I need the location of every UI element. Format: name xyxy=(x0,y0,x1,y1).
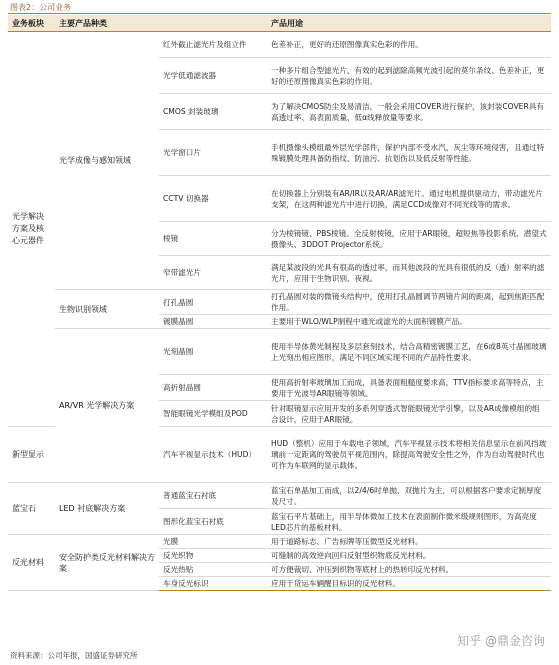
use-cell: 色差补正，更好的还原图像真实色彩的作用。 xyxy=(267,32,551,58)
table-row xyxy=(8,483,551,509)
product-cell: CMOS 封装玻璃 xyxy=(159,94,267,130)
use-cell: 蓝宝石单晶加工而成，以2/4/6吋单抛、双抛片为主，可以根据客户要求定制厚度及尺寸。 xyxy=(267,483,551,509)
product-cell: 窄带滤光片 xyxy=(159,256,267,290)
product-cell: 棱镜 xyxy=(159,222,267,256)
product-cell: 普通蓝宝石衬底 xyxy=(159,483,267,509)
category-cell: LED 衬底解决方案 xyxy=(55,483,159,535)
header-blank xyxy=(159,15,267,32)
use-cell: 为了解决CMOS防尘及易清洁，一般会采用COVER进行保护，该封装COVER具有高透过率、高表面质量、低α线释放量等要求。 xyxy=(267,94,551,130)
segment-cell: 光学解决方案及核心元器件 xyxy=(8,32,55,427)
figure-title: 图表2：公司业务 xyxy=(10,3,72,12)
product-cell: 车身反光标识 xyxy=(159,577,267,591)
table-row xyxy=(8,290,551,315)
use-cell: 蓝宝石平片基础上，用半导体微加工技术在表面制作微米级规则图形，为高亮度LED芯片的基板材料。 xyxy=(267,509,551,535)
use-cell: 用于道路标志、广告标牌等压微型反光材料。 xyxy=(267,535,551,549)
category-cell: AR/VR 光学解决方案 xyxy=(55,329,159,483)
use-cell: 可方便裁切、冲压到织物等底材上的热转印反光材料。 xyxy=(267,563,551,577)
use-cell: 针对眼镜显示应用开发的多系列穿透式智能眼镜光学引擎，以及AR成像模组的组合设计，应用于AR眼镜。 xyxy=(267,401,551,427)
product-cell: 高折射晶圆 xyxy=(159,375,267,401)
use-cell: 主要用于WLO/WLP制程中通光或滤光的大面积镀膜产品。 xyxy=(267,315,551,329)
use-cell: 手机摄像头模组最外层光学部件，保护内部不受水汽、灰尘等环境侵害，且通过特殊镀膜处理具备防指纹、防油污、抗划伤以及低反射等性能。 xyxy=(267,130,551,176)
product-cell: 打孔晶圆 xyxy=(159,290,267,315)
segment-cell: 蓝宝石 xyxy=(8,483,55,535)
product-cell: 镀膜晶圆 xyxy=(159,315,267,329)
use-cell: 可缝制的高效逆向回归反射型织物底反光材料。 xyxy=(267,549,551,563)
product-cell: 智能眼镜光学模组及POD xyxy=(159,401,267,427)
table-row xyxy=(8,32,551,58)
header-product-category: 主要产品种类 xyxy=(55,15,159,32)
product-cell: 红外截止滤光片及组立件 xyxy=(159,32,267,58)
product-cell: 反光织物 xyxy=(159,549,267,563)
table-row xyxy=(8,535,551,549)
use-cell: 满足某波段的光具有很高的透过率，而其他波段的光具有很低的反（透）射率的滤光片，应用于生物识别、夜视。 xyxy=(267,256,551,290)
category-cell: 光学成像与感知领域 xyxy=(55,32,159,290)
product-cell: 汽车平视显示技术（HUD） xyxy=(159,427,267,483)
top-rule xyxy=(8,13,551,14)
header-segment: 业务板块 xyxy=(8,15,55,32)
business-table xyxy=(8,15,551,591)
use-cell: 在切换器上分别装有AR/IR以及AR/AR滤光片。通过电机提供驱动力，带动滤光片支架，在这两种滤光片中进行切换，满足CCD成像对不同光线等的需求。 xyxy=(267,176,551,222)
watermark: 知乎 @鼎金咨询 xyxy=(457,634,545,648)
product-cell: 光膜 xyxy=(159,535,267,549)
product-cell: CCTV 切换器 xyxy=(159,176,267,222)
product-cell: 光刻晶圆 xyxy=(159,329,267,375)
use-cell: 使用半导体黄光制程及多层套刻技术，结合高精密镀膜工艺，在6或8英寸晶圆玻璃上光刻出相应图形，满足不同区域实现不同的产品特性要求。 xyxy=(267,329,551,375)
use-cell: 打孔晶圆对装的微镜头结构中，使用打孔晶圆调节两镜片间的距离，起到焦距匹配作用。 xyxy=(267,290,551,315)
source-note: 资料来源：公司年报，国盛证券研究所 xyxy=(10,651,138,660)
segment-cell: 反光材料 xyxy=(8,535,55,591)
product-cell: 图形化蓝宝石衬底 xyxy=(159,509,267,535)
segment-cell: 新型显示 xyxy=(8,427,55,483)
use-cell: 分为棱镜镜、PBS棱镜、全反射棱镜，应用于AR眼镜，超短焦等投影系统、潜望式摄像头、3DDOT Projector系统。 xyxy=(267,222,551,256)
use-cell: 一种多片组合型滤光片，有效的起到滤除高频光波引起的莫尔条纹、色差补正，更好的还原图像真实色彩的作用。 xyxy=(267,58,551,94)
product-cell: 反光热贴 xyxy=(159,563,267,577)
table-row xyxy=(8,329,551,375)
category-cell: 生物识别领域 xyxy=(55,290,159,329)
use-cell: HUD（整机）应用于车载电子领域，汽车平视显示技术将相关信息显示在前风挡玻璃前一定距离的驾驶员平视范围内，除提高驾驶安全性之外，作为自动驾驶时代也可作为车联网的显示载体。 xyxy=(267,427,551,483)
category-cell: 安全防护类反光材料解决方案 xyxy=(55,535,159,591)
product-cell: 光学低通滤波器 xyxy=(159,58,267,94)
use-cell: 应用于货运车辆醒目标识的反光材料。 xyxy=(267,577,551,591)
table-header-row xyxy=(8,15,551,32)
product-cell: 光学窗口片 xyxy=(159,130,267,176)
header-product-use: 产品用途 xyxy=(267,15,551,32)
use-cell: 使用高折射率玻璃加工而成，具备表面粗糙度要求高，TTV指标要求高等特点，主要用于光波导AR眼镜等领域。 xyxy=(267,375,551,401)
